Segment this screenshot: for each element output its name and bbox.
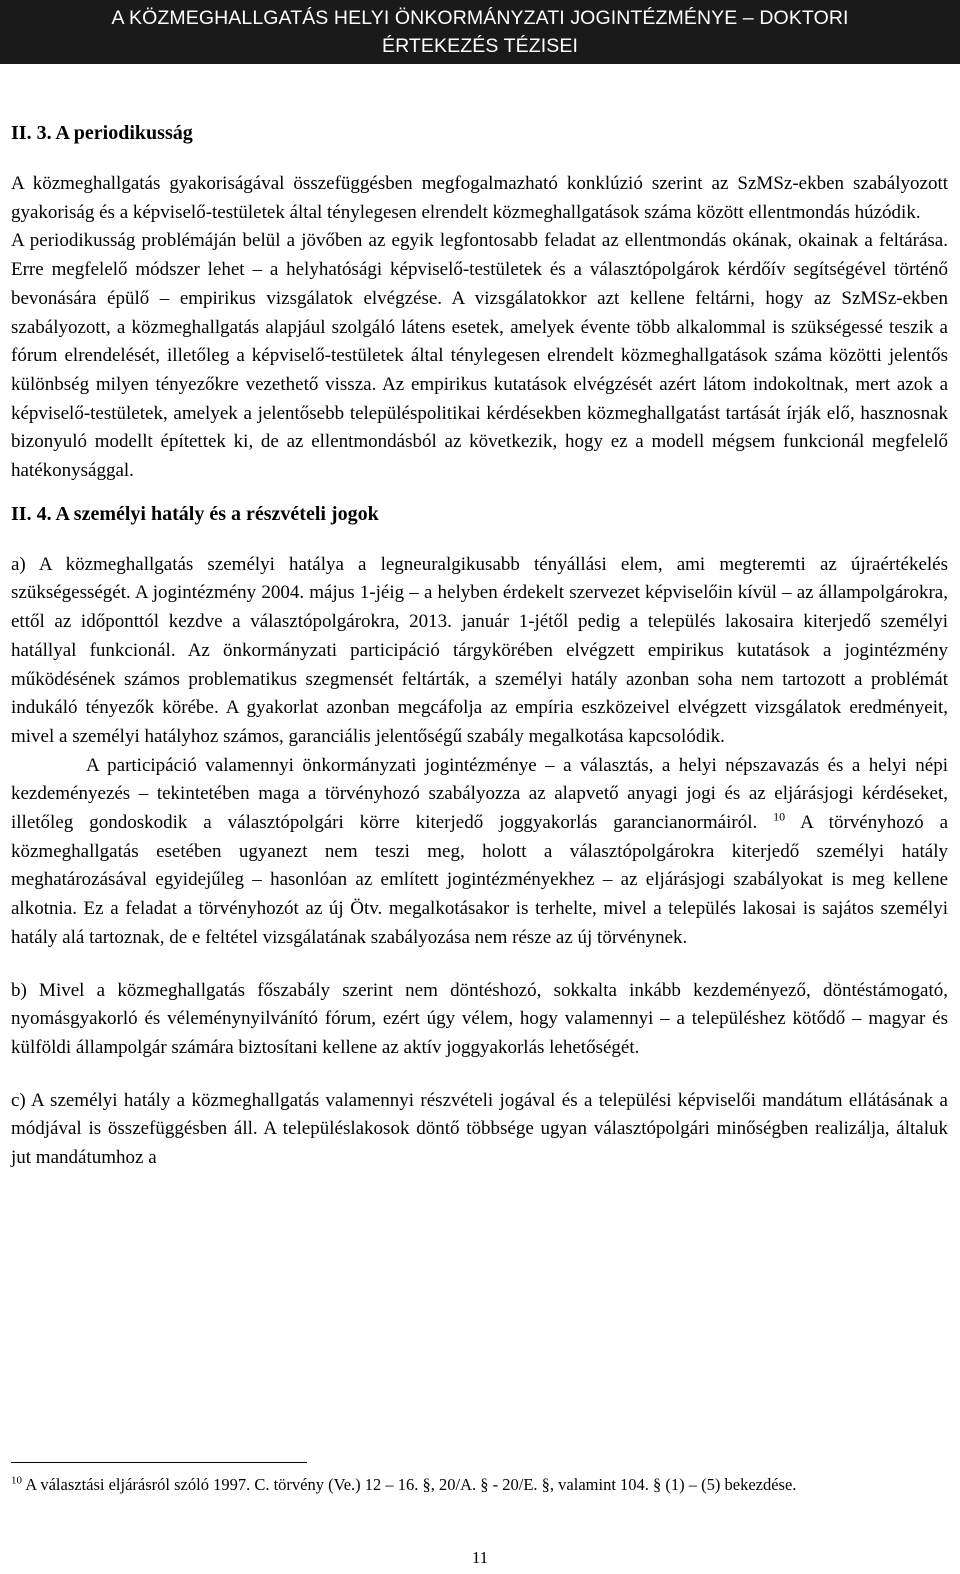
main-content xyxy=(11,118,948,1173)
running-header-line-1: A KÖZMEGHALLGATÁS HELYI ÖNKORMÁNYZATI JOGINTÉZMÉNYE – DOKTORI xyxy=(111,7,849,29)
paragraph-point-a: a) A közmeghallgatás személyi hatálya a legneuralgikusabb tényállási elem, ami megteremti az újraértékelés szükségességét. A jogintézmény 2004. május 1-jéig – a helyben érdekelt szervezet képviselőin kívül – az állampolgárokra, ettől az időponttól kezdve a választópolgárokra, 2013. január 1-jétől pedig a település lakosaira kiterjedő személyi hatállyal funkcionál. Az önkormányzati participáció tárgykörében elvégzett empirikus kutatások a jogintézmény működésének számos problematikus szegmensét feltárták, a személyi hatály azonban soha nem tartozott a problémát indukáló tényezők körébe. A gyakorlat azonban megcáfolja az empíria eszközeivel elvégzett vizsgálatok eredményeit, mivel a személyi hatályhoz számos, garanciális jelentőségű szabály megalkotása kapcsolódik. xyxy=(11,553,948,747)
paragraph-point-a-continued xyxy=(11,752,948,953)
paragraph-periodicity-1: A közmeghallgatás gyakoriságával összefüggésben megfogalmazható konklúzió szerint az SzMSz-ekben szabályozott gyakoriság és a képviselő-testületek által ténylegesen elrendelt közmeghallgatások száma között ellentmondás húzódik. xyxy=(11,173,948,223)
running-header-line-2: ÉRTEKEZÉS TÉZISEI xyxy=(381,35,579,57)
section-heading-personal-scope: II. 4. A személyi hatály és a részvételi jogok xyxy=(11,502,379,525)
paragraph-periodicity-2: A periodikusság problémáján belül a jövőben az egyik legfontosabb feladat az ellentmondás okának, okainak a feltárása. Erre megfelelő módszer lehet – a helyhatósági képviselő-testületek és a választópolgárok kérdőív segítségével történő bevonására épülő – empirikus vizsgálatok elvégzése. A vizsgálatokkor azt kellene feltárni, hogy az SzMSz-ekben szabályozott, a közmeghallgatás alapjául szolgáló látens esetek, amelyek évente több alkalommal is szükségessé teszik a fórum elrendelését, illetőleg a képviselő-testületek által ténylegesen elrendelt közmeghallgatások száma közötti jelentős különbség milyen tényezőkre vezethető vissza. Az empirikus kutatások elvégzését azért látom indokoltnak, mert azok a képviselő-testületek, amelyek a jelentősebb településpolitikai kérdésekben közmeghallgatást tartását írják elő, hasznosnak bizonyuló modellt építettek ki, de az ellentmondásból az következik, hogy ez a modell mégsem funkcionál megfelelő hatékonysággal. xyxy=(11,230,948,482)
paragraph-point-c: c) A személyi hatály a közmeghallgatás valamennyi részvételi jogával és a települési képviselői mandátum ellátásának a módjával is összefüggésben áll. A településlakosok döntő többsége ugyan választópolgári minőségben realizálja, általuk jut mandátumhoz a xyxy=(11,1089,948,1169)
page-number: 11 xyxy=(471,1548,489,1567)
running-header xyxy=(0,0,960,64)
paragraph-text-after-ref: A törvényhozó a közmeghallgatás esetében ugyanezt nem teszi meg, holott a választópolgárokra kiterjedő személyi hatály meghatározásával egyidejűleg – hasonlóan az említett jogintézményekhez – az eljárásjogi szabályokat is meg kellene alkotnia. Ez a feladat a törvényhozót az új Ötv. megalkotásakor is terhelte, mivel a település lakosai is sajátos személyi hatály alá tartoznak, de e feltétel vizsgálatának szabályozása nem része az új törvénynek. xyxy=(11,812,949,948)
footnote-text: A választási eljárásról szóló 1997. C. törvény (Ve.) 12 – 16. §, 20/A. § - 20/E. §, valamint 104. § (1) – (5) bekezdése. xyxy=(25,1475,797,1494)
footnote-number: 10 xyxy=(11,1474,22,1487)
paragraph-point-b: b) Mivel a közmeghallgatás főszabály szerint nem döntéshozó, sokkalta inkább kezdeményező, döntéstámogató, nyomásgyakorló és véleménynyilvánító fórum, ezért úgy vélem, hogy valamennyi – a településhez kötődő – magyar és külföldi állampolgár számára biztosítani kellene az aktív joggyakorlás lehetőségét. xyxy=(11,979,948,1058)
footnote xyxy=(11,1472,948,1497)
footnote-separator xyxy=(11,1462,307,1463)
paragraph-text-before-ref: A participáció valamennyi önkormányzati jogintézménye – a választás, a helyi népszavazás és a helyi népi kezdeményezés – tekintetében maga a törvényhozó szabályozza az alapvető anyagi jogi és az eljárásjogi kérdéseket, illetőleg gondoskodik a választópolgári körre kiterjedő joggyakorlás garancianormáiról. xyxy=(11,754,948,834)
section-heading-periodicity: II. 3. A periodikusság xyxy=(11,122,193,144)
footnote-reference[interactable]: 10 xyxy=(773,809,786,824)
